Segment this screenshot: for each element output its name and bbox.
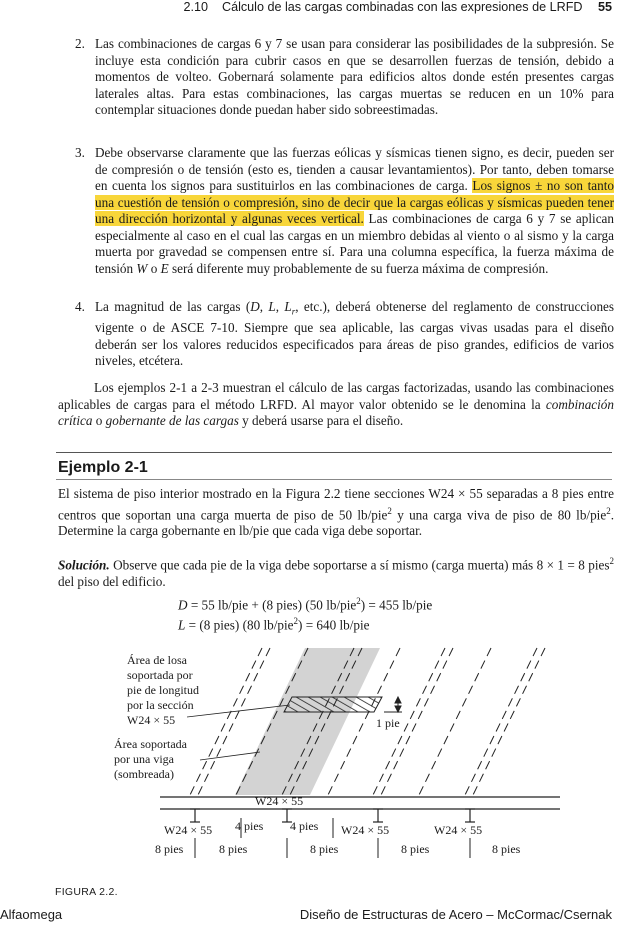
dimension-label: 8 pies: [310, 842, 339, 856]
dimension-label: 8 pies: [155, 842, 184, 856]
item-3-text: Debe observarse claramente que las fuerzas eólicas y sísmicas tienen signo, es decir, pueden ser de compresión o de tensión (esto es, tienden a causar levantamientos). Por tanto, deben tomarse en cuenta los signos para sustituirlos en las combinaciones de carga.: [95, 145, 614, 194]
closing-text: y deberá usarse para el diseño.: [238, 413, 404, 429]
superscript: 2: [356, 596, 361, 606]
superscript: 2: [293, 616, 298, 626]
solution-text: del piso del edificio.: [58, 573, 166, 589]
list-item-number: 2.: [75, 36, 85, 51]
statement-text: y una carga viva de piso de 80 lb/pie: [391, 506, 607, 522]
label-beam: W24 × 55: [434, 823, 483, 837]
list-item-2: Las combinaciones de cargas 6 y 7 se usan para considerar las posibilidades de la subpresión. Se incluye esta condición para cubrir casos en que se desarrollen fuerzas de tensión, debido a momentos de volteo. Gobernará solamente para edificios altos donde estén presentes cargas laterales altas. Para estas combinaciones, las cargas muertas se reducen en un 10% para contemplar situaciones donde puedan haber sido sobreestimadas.: [95, 36, 614, 118]
item-3-text: será diferente muy probablemente de su fuerza máxima de compresión.: [168, 260, 549, 276]
dimension-label: 8 pies: [219, 842, 248, 856]
highlighted-text: Los signos ± no son tanto una cuestión de tensión o compresión, sino de decir que la cargas eólicas y sísmicas pueden tener una dirección horizontal y algunas veces vertical.: [95, 178, 614, 227]
label-slab: soportada por: [127, 668, 193, 682]
label-slab: Área de losa: [127, 653, 187, 667]
item-4-text: ,: [275, 299, 285, 314]
statement-text: El sistema de piso interior mostrado en la Figura 2.2 tiene secciones W24 × 55 separadas a 8 pies entre centros que soportan una carga muerta de piso de 50 lb/pie: [58, 486, 614, 522]
one-foot-dimension: [384, 697, 402, 712]
page-number: 55: [597, 0, 612, 14]
label-area: (sombreada): [114, 767, 174, 781]
label-one-foot: 1 pie: [376, 716, 400, 730]
variable-lr-sub: r: [291, 306, 296, 317]
label-slab: W24 × 55: [127, 713, 176, 727]
hatched-slab-strip: [284, 697, 382, 712]
list-item-number: 4.: [75, 299, 85, 314]
equation-text: = (8 pies) (80 lb/pie: [185, 617, 294, 633]
shaded-tributary-area: [235, 648, 380, 795]
term-critical-combination: combinación crítica: [58, 396, 614, 429]
item-4-text: , etc.), deberá obtenerse del reglamento de construcciones vigente o de ASCE 7-10. Siempre que sea aplicable, las cargas vivas usadas para el diseño deberán ser los valores reducidos especificados para áreas de piso grandes, edificios de varios niveles, etcétera.: [95, 299, 615, 369]
item-4-text: ,: [259, 299, 269, 314]
term-governing-loads: gobernante de las cargas: [105, 413, 239, 429]
equation-text: ) = 640 lb/pie: [298, 617, 370, 633]
label-area: por una viga: [114, 752, 174, 766]
label-slab: pie de longitud: [127, 683, 199, 697]
superscript: 2: [606, 505, 611, 516]
label-slab: por la sección: [127, 698, 194, 712]
closing-text: Los ejemplos 2-1 a 2-3 muestran el cálculo de las cargas factorizadas, usando las combinaciones aplicables de cargas para el método LRFD. Al mayor valor obtenido se le denomina la: [58, 380, 614, 412]
solution-text: Observe que cada pie de la viga debe soportarse a sí mismo (carga muerta) más 8 × 1 = 8 pies: [109, 557, 610, 573]
item-4-text: La magnitud de las cargas (: [95, 299, 251, 314]
dimension-label: 8 pies: [401, 842, 430, 856]
item-3-text: o: [147, 260, 161, 276]
variable-d: D: [178, 597, 188, 613]
list-item-number: 3.: [75, 145, 85, 160]
publisher-footer: Alfaomega: [0, 907, 63, 922]
item-3-text: Las combinaciones de carga 6 y 7 se aplican especialmente al caso en el cual las cargas en un miembro debidas al viento o al sismo y la carga muerta por gravedad se compensen entre sí. Para una columna específica, la fuerza máxima de tensión: [95, 211, 614, 276]
solution-label: Solución.: [58, 557, 110, 573]
example-heading: Ejemplo 2-1: [58, 459, 148, 476]
label-area: Área soportada: [114, 737, 187, 751]
dimension-label: 4 pies: [290, 819, 319, 833]
section-number: 2.10: [183, 0, 208, 14]
dimension-label: 8 pies: [492, 842, 521, 856]
superscript: 2: [387, 505, 392, 516]
variable-e: E: [160, 260, 169, 276]
label-beam: W24 × 55: [164, 823, 213, 837]
dimension-label: 4 pies: [235, 819, 264, 833]
variable-d: D: [250, 299, 260, 314]
variable-l: L: [178, 617, 186, 633]
superscript: 2: [609, 556, 614, 566]
variable-lr: L: [284, 299, 292, 314]
label-beam: W24 × 55: [341, 823, 390, 837]
closing-text: o: [92, 413, 106, 429]
label-girder: W24 × 55: [255, 794, 304, 808]
section-title: Cálculo de las cargas combinadas con las expresiones de LRFD: [221, 0, 583, 14]
equation-text: = 55 lb/pie + (8 pies) (50 lb/pie: [187, 597, 357, 613]
variable-l: L: [268, 299, 276, 314]
equation-text: ) = 455 lb/pie: [360, 597, 433, 613]
variable-w: W: [136, 260, 148, 276]
figure-caption: FIGURA 2.2.: [55, 886, 118, 898]
book-title-footer: Diseño de Estructuras de Acero – McCormac/Csernak: [299, 907, 612, 922]
statement-text: . Determine la carga gobernante en lb/pie que cada viga debe soportar.: [58, 506, 614, 539]
